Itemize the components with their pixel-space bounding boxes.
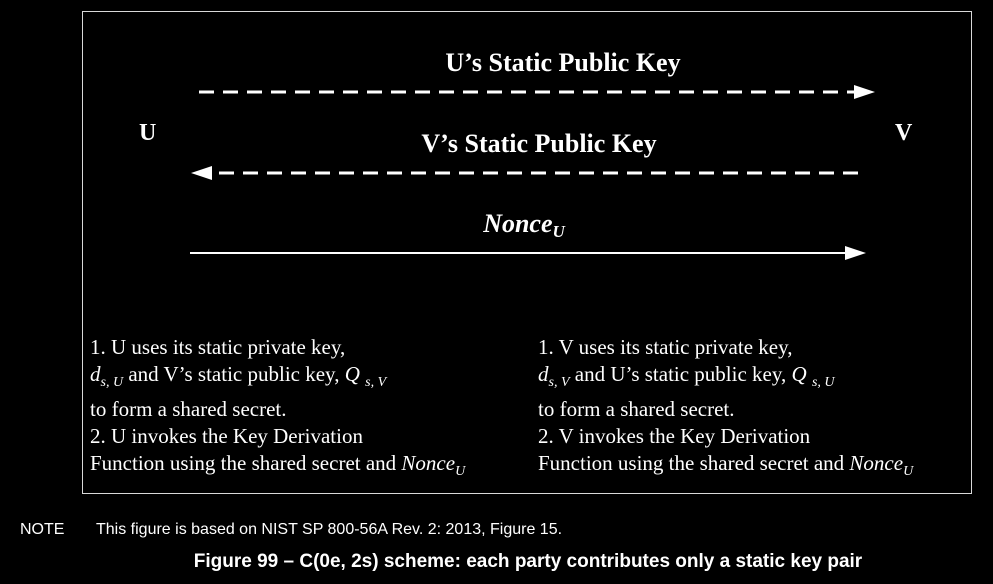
u-step-line-1: 1. U uses its static private key, [90,335,346,359]
v-private-key-subscript: s, V [548,375,570,390]
u-steps [90,334,465,485]
arrow-nonce-u-to-v [190,246,866,260]
u-step-line-5 [90,450,465,485]
u-nonce-symbol: Nonce [401,451,456,475]
v-private-key-symbol: d [538,362,549,386]
v-step-line-3: to form a shared secret. [538,397,735,421]
v-steps [538,334,913,485]
u-private-key-subscript: s, U [100,375,124,390]
v-step-line-2 [538,361,913,396]
u-step-line-4: 2. U invokes the Key Derivation [90,424,363,448]
arrow-u-to-v-dashed [199,85,875,99]
u-step-line-2-text: and V’s static public key, [123,362,345,386]
nonce-symbol: Nonce [483,209,553,238]
u-nonce-subscript: U [455,464,466,479]
message-v-static-key-label: V’s Static Public Key [421,129,657,158]
u-public-key-subscript: s, U [811,375,835,390]
u-step-line-5-text: Function using the shared secret and [90,451,402,475]
v-nonce-subscript: U [903,464,914,479]
figure-caption: Figure 99 – C(0e, 2s) scheme: each party contributes only a static key pair [193,551,863,572]
v-step-line-2-text: and U’s static public key, [569,362,792,386]
party-u-label: U [139,120,157,146]
v-public-key-subscript: s, V [365,375,387,390]
message-u-static-key-label: U’s Static Public Key [445,48,681,77]
v-public-key-symbol: Q [344,362,360,386]
v-step-line-4: 2. V invokes the Key Derivation [538,424,811,448]
v-step-line-1: 1. V uses its static private key, [538,335,793,359]
u-step-line-2 [90,361,465,396]
nonce-subscript: U [552,222,565,241]
note-tag: NOTE [20,521,65,538]
u-private-key-symbol: d [90,362,101,386]
v-nonce-symbol: Nonce [849,451,904,475]
note-text: This figure is based on NIST SP 800-56A Rev. 2: 2013, Figure 15. [96,521,563,538]
party-v-label: V [895,120,913,146]
v-step-line-5-text: Function using the shared secret and [538,451,850,475]
u-step-line-3: to form a shared secret. [90,397,287,421]
v-step-line-5 [538,450,913,485]
figure-note [20,520,562,540]
arrow-v-to-u-dashed [191,166,858,180]
u-public-key-symbol: Q [791,362,807,386]
